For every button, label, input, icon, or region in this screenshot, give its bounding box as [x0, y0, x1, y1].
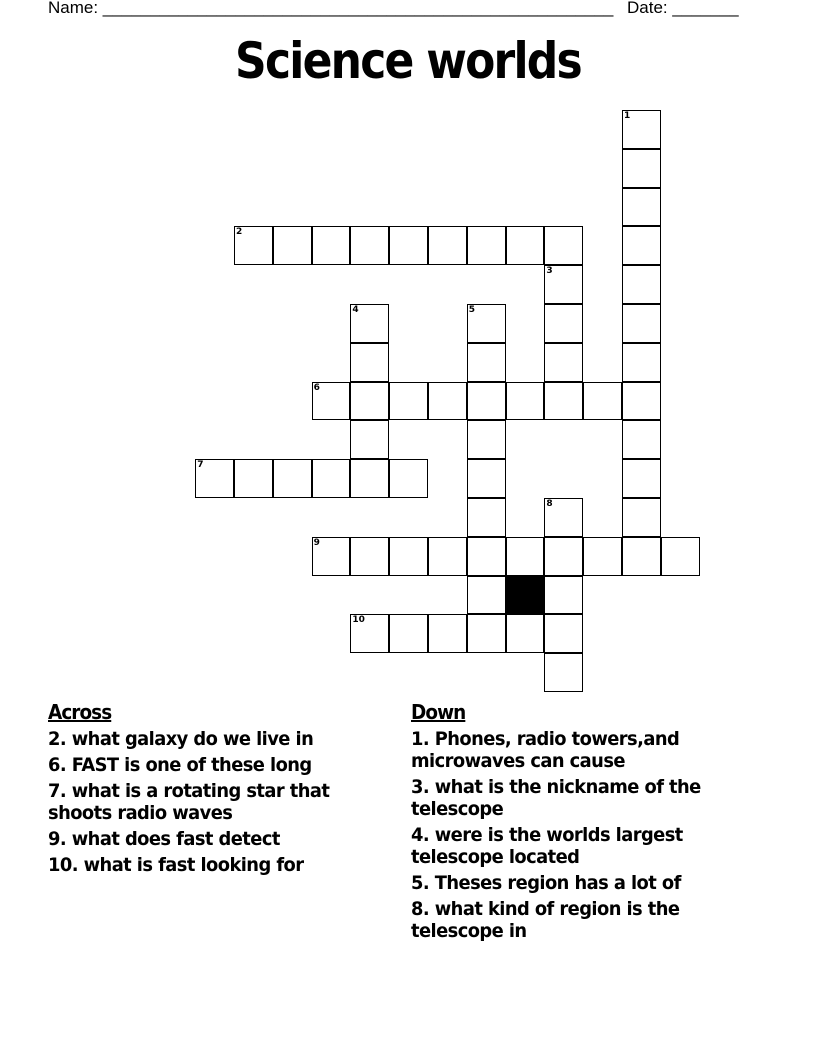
grid-cell[interactable]	[467, 226, 506, 265]
down-clue	[411, 776, 731, 820]
grid-cell[interactable]	[428, 226, 467, 265]
grid-cell[interactable]	[622, 343, 661, 382]
grid-cell[interactable]	[467, 498, 506, 537]
grid-cell[interactable]	[622, 459, 661, 498]
grid-cell[interactable]	[544, 614, 583, 653]
clue-number: 6	[313, 382, 320, 393]
grid-cell[interactable]	[622, 149, 661, 188]
grid-cell[interactable]	[622, 498, 661, 537]
grid-cell[interactable]	[467, 537, 506, 576]
grid-cell[interactable]	[195, 459, 234, 498]
grid-cell[interactable]	[506, 537, 545, 576]
clue-number: 2	[236, 227, 243, 238]
clue-number: 8.	[411, 898, 430, 920]
clue-text: what does fast detect	[66, 828, 280, 850]
grid-cell[interactable]	[467, 614, 506, 653]
clue-number: 10.	[48, 854, 78, 876]
down-clue	[411, 824, 731, 868]
grid-cell[interactable]	[622, 420, 661, 459]
grid-cell[interactable]	[312, 537, 351, 576]
grid-cell[interactable]	[583, 382, 622, 421]
grid-cell[interactable]	[622, 537, 661, 576]
grid-cell[interactable]	[622, 382, 661, 421]
clue-number: 9	[313, 537, 320, 548]
down-clue	[411, 898, 731, 942]
across-clue	[48, 754, 358, 776]
down-clue	[411, 728, 731, 772]
grid-cell[interactable]	[467, 343, 506, 382]
grid-cell[interactable]	[273, 459, 312, 498]
grid-cell[interactable]	[661, 537, 700, 576]
clue-text: what galaxy do we live in	[66, 728, 314, 750]
grid-cell[interactable]	[350, 537, 389, 576]
grid-cell[interactable]	[234, 459, 273, 498]
grid-cell[interactable]	[506, 614, 545, 653]
across-clue	[48, 780, 358, 824]
grid-cell[interactable]	[506, 382, 545, 421]
name-field: Name: ______________________________________________________	[48, 0, 614, 17]
clue-text: what kind of region is the telescope in	[411, 898, 680, 942]
clue-number: 6.	[48, 754, 67, 776]
grid-cell[interactable]	[467, 420, 506, 459]
grid-cell[interactable]	[467, 382, 506, 421]
grid-cell[interactable]	[622, 226, 661, 265]
clue-number: 4.	[411, 824, 430, 846]
grid-cell[interactable]	[350, 226, 389, 265]
grid-cell[interactable]	[544, 576, 583, 615]
clue-number: 9.	[48, 828, 67, 850]
grid-cell[interactable]	[622, 304, 661, 343]
clue-text: what is fast looking for	[77, 854, 304, 876]
down-clue	[411, 872, 731, 894]
date-field: Date: _______	[627, 0, 739, 17]
grid-cell[interactable]	[273, 226, 312, 265]
grid-cell[interactable]	[583, 537, 622, 576]
grid-cell[interactable]	[506, 226, 545, 265]
grid-cell[interactable]	[467, 304, 506, 343]
grid-cell[interactable]	[467, 459, 506, 498]
grid-cell[interactable]	[350, 459, 389, 498]
across-clues	[48, 700, 378, 880]
grid-cell[interactable]	[389, 614, 428, 653]
clue-number: 4	[352, 305, 359, 315]
grid-cell[interactable]	[389, 459, 428, 498]
grid-cell[interactable]	[544, 382, 583, 421]
clue-number: 5.	[411, 872, 430, 894]
clue-text: what is the nickname of the telescope	[411, 776, 701, 820]
grid-cell[interactable]	[350, 304, 389, 343]
clue-number: 1	[624, 111, 631, 121]
grid-cell[interactable]	[428, 382, 467, 421]
grid-cell[interactable]	[622, 265, 661, 304]
clue-text: were is the worlds largest telescope located	[411, 824, 683, 868]
grid-cell[interactable]	[622, 110, 661, 149]
grid-cell[interactable]	[350, 382, 389, 421]
down-heading: Down	[411, 700, 466, 724]
page-title: Science worlds	[235, 32, 581, 90]
grid-cell[interactable]	[544, 265, 583, 304]
grid-cell[interactable]	[428, 537, 467, 576]
across-clue	[48, 828, 358, 850]
grid-cell[interactable]	[389, 537, 428, 576]
grid-cell[interactable]	[350, 420, 389, 459]
across-clue	[48, 728, 358, 750]
grid-cell[interactable]	[544, 343, 583, 382]
grid-cell[interactable]	[234, 226, 273, 265]
clue-text: what is a rotating star that shoots radio waves	[48, 780, 330, 824]
clue-number: 1.	[411, 728, 430, 750]
grid-cell[interactable]	[544, 304, 583, 343]
grid-cell[interactable]	[544, 498, 583, 537]
grid-cell[interactable]	[389, 382, 428, 421]
grid-cell[interactable]	[467, 576, 506, 615]
grid-cell[interactable]	[544, 226, 583, 265]
clue-number: 5	[468, 305, 476, 315]
clue-number: 3.	[411, 776, 430, 798]
grid-cell[interactable]	[622, 188, 661, 227]
grid-cell[interactable]	[350, 614, 389, 653]
clue-number: 2.	[48, 728, 67, 750]
grid-cell[interactable]	[312, 382, 351, 421]
grid-cell[interactable]	[312, 226, 351, 265]
grid-cell[interactable]	[428, 614, 467, 653]
grid-cell[interactable]	[544, 653, 583, 692]
clue-number: 3	[546, 266, 553, 277]
clue-text: Theses region has a lot of	[429, 872, 681, 894]
down-clues	[411, 700, 751, 946]
clue-number: 10	[352, 615, 365, 626]
grid-cell[interactable]	[389, 226, 428, 265]
across-clue	[48, 854, 358, 876]
clue-number: 7	[197, 460, 204, 471]
clue-number: 8	[546, 499, 553, 509]
clue-text: Phones, radio towers,and microwaves can cause	[411, 728, 680, 772]
across-heading: Across	[48, 700, 112, 724]
clue-number: 7.	[48, 780, 67, 802]
black-cell	[506, 576, 545, 615]
clue-text: FAST is one of these long	[66, 754, 312, 776]
grid-cell[interactable]	[544, 537, 583, 576]
grid-cell[interactable]	[312, 459, 351, 498]
grid-cell[interactable]	[350, 343, 389, 382]
